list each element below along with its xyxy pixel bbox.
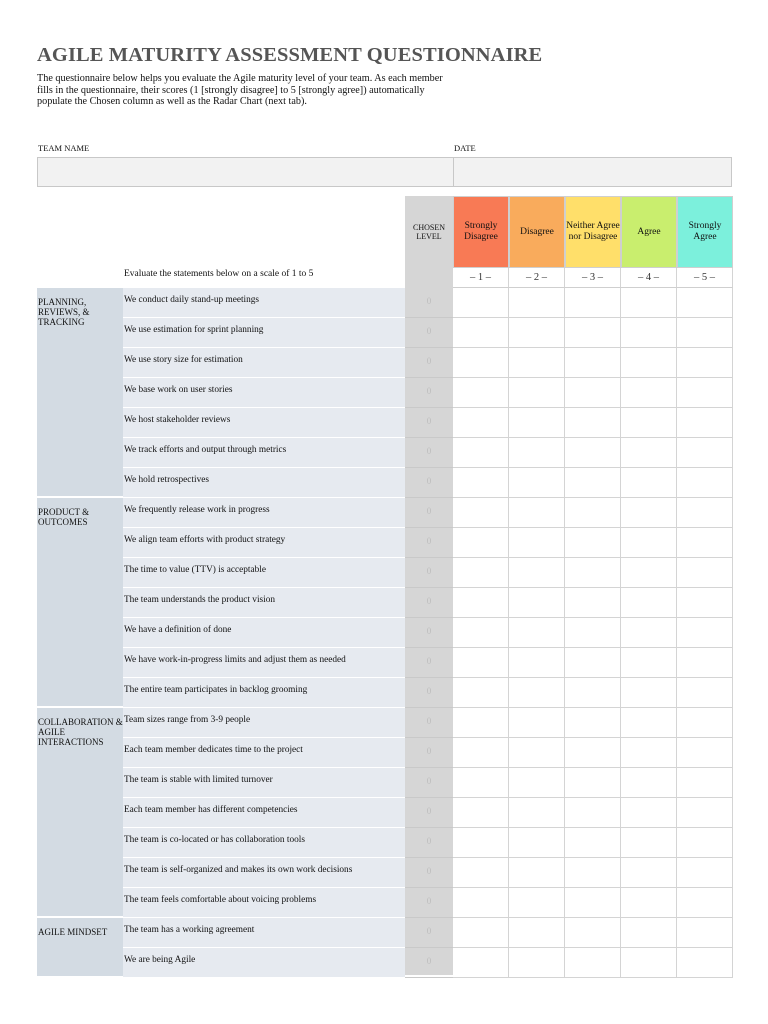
option-header-4: Agree	[621, 196, 677, 268]
scale-number-4: – 4 –	[621, 268, 677, 288]
table-row	[123, 948, 732, 978]
table-row	[123, 678, 732, 708]
option-cell-2[interactable]	[509, 858, 565, 888]
option-cell-1[interactable]	[453, 468, 509, 498]
table-row	[123, 528, 732, 558]
category-label: AGILE MINDSET	[37, 918, 123, 978]
option-cell-5[interactable]	[677, 678, 733, 708]
option-cell-2[interactable]	[509, 618, 565, 648]
option-cell-5[interactable]	[677, 408, 733, 438]
option-cell-3[interactable]	[565, 288, 621, 318]
option-cell-4[interactable]	[621, 798, 677, 828]
option-cell-4[interactable]	[621, 378, 677, 408]
chosen-value: 0	[405, 618, 453, 648]
statement-text: We conduct daily stand-up meetings	[123, 288, 405, 318]
option-cell-2[interactable]	[509, 588, 565, 618]
option-cell-2[interactable]	[509, 408, 565, 438]
option-cell-3[interactable]	[565, 498, 621, 528]
statement-text: We are being Agile	[123, 948, 405, 978]
chosen-value: 0	[405, 648, 453, 678]
option-cell-2[interactable]	[509, 528, 565, 558]
option-cell-2[interactable]	[509, 798, 565, 828]
option-cell-4[interactable]	[621, 678, 677, 708]
option-cell-2[interactable]	[509, 948, 565, 978]
option-cell-5[interactable]	[677, 858, 733, 888]
option-cell-5[interactable]	[677, 468, 733, 498]
date-label: DATE	[454, 143, 476, 153]
statement-text: The entire team participates in backlog grooming	[123, 678, 405, 708]
option-cell-1[interactable]	[453, 888, 509, 918]
option-cell-4[interactable]	[621, 858, 677, 888]
option-cell-1[interactable]	[453, 558, 509, 588]
statement-text: We align team efforts with product strategy	[123, 528, 405, 558]
option-cell-2[interactable]	[509, 348, 565, 378]
statement-text: We have a definition of done	[123, 618, 405, 648]
option-cell-5[interactable]	[677, 768, 733, 798]
category-label: PLANNING, REVIEWS, & TRACKING	[37, 288, 123, 498]
chosen-value: 0	[405, 318, 453, 348]
option-cell-1[interactable]	[453, 318, 509, 348]
chosen-value: 0	[405, 768, 453, 798]
statement-text: We use story size for estimation	[123, 348, 405, 378]
option-cell-1[interactable]	[453, 648, 509, 678]
option-cell-2[interactable]	[509, 768, 565, 798]
option-cell-1[interactable]	[453, 498, 509, 528]
option-cell-4[interactable]	[621, 648, 677, 678]
option-cell-2[interactable]	[509, 498, 565, 528]
statement-text: The team is co-located or has collaboration tools	[123, 828, 405, 858]
option-cell-1[interactable]	[453, 708, 509, 738]
option-cell-2[interactable]	[509, 318, 565, 348]
option-cell-4[interactable]	[621, 288, 677, 318]
team-name-label: TEAM NAME	[38, 143, 90, 153]
table-row	[123, 648, 732, 678]
table-row	[123, 738, 732, 768]
date-field[interactable]	[453, 157, 732, 187]
table-row	[123, 618, 732, 648]
table-row	[123, 468, 732, 498]
option-cell-2[interactable]	[509, 918, 565, 948]
scale-number-2: – 2 –	[509, 268, 565, 288]
statement-text: The team is stable with limited turnover	[123, 768, 405, 798]
category-label: COLLABORATION & AGILE INTERACTIONS	[37, 708, 123, 918]
table-row	[123, 828, 732, 858]
option-cell-3[interactable]	[565, 588, 621, 618]
option-cell-2[interactable]	[509, 468, 565, 498]
statement-text: The team understands the product vision	[123, 588, 405, 618]
option-cell-5[interactable]	[677, 528, 733, 558]
option-cell-1[interactable]	[453, 858, 509, 888]
statement-text: The team has a working agreement	[123, 918, 405, 948]
option-cell-4[interactable]	[621, 408, 677, 438]
option-cell-2[interactable]	[509, 378, 565, 408]
option-cell-4[interactable]	[621, 498, 677, 528]
option-cell-4[interactable]	[621, 918, 677, 948]
option-cell-1[interactable]	[453, 588, 509, 618]
option-cell-3[interactable]	[565, 858, 621, 888]
option-cell-1[interactable]	[453, 828, 509, 858]
option-cell-5[interactable]	[677, 348, 733, 378]
option-header-2: Disagree	[509, 196, 565, 268]
option-cell-3[interactable]	[565, 678, 621, 708]
option-cell-5[interactable]	[677, 738, 733, 768]
intro-text: The questionnaire below helps you evaluate the Agile maturity level of your team. As each member fills in the questionnaire, their scores (1 [strongly disagree] to 5 [strongly agree]) automatically populate the Chosen column as well as the Radar Chart (next tab).	[37, 73, 443, 108]
option-cell-3[interactable]	[565, 738, 621, 768]
statement-text: The time to value (TTV) is acceptable	[123, 558, 405, 588]
option-cell-4[interactable]	[621, 588, 677, 618]
option-cell-5[interactable]	[677, 708, 733, 738]
option-cell-2[interactable]	[509, 738, 565, 768]
option-cell-2[interactable]	[509, 288, 565, 318]
table-row	[123, 798, 732, 828]
option-cell-5[interactable]	[677, 828, 733, 858]
option-cell-3[interactable]	[565, 468, 621, 498]
table-row	[123, 918, 732, 948]
option-cell-4[interactable]	[621, 318, 677, 348]
chosen-value: 0	[405, 348, 453, 378]
option-cell-2[interactable]	[509, 708, 565, 738]
option-cell-1[interactable]	[453, 288, 509, 318]
option-cell-5[interactable]	[677, 498, 733, 528]
table-row	[123, 768, 732, 798]
category-label: PRODUCT & OUTCOMES	[37, 498, 123, 708]
option-cell-2[interactable]	[509, 828, 565, 858]
chosen-value: 0	[405, 498, 453, 528]
option-cell-4[interactable]	[621, 348, 677, 378]
statement-text: We base work on user stories	[123, 378, 405, 408]
chosen-value: 0	[405, 918, 453, 948]
option-cell-4[interactable]	[621, 888, 677, 918]
option-cell-4[interactable]	[621, 558, 677, 588]
chosen-value: 0	[405, 948, 453, 978]
option-cell-1[interactable]	[453, 408, 509, 438]
option-cell-4[interactable]	[621, 528, 677, 558]
statement-text: The team feels comfortable about voicing problems	[123, 888, 405, 918]
option-cell-1[interactable]	[453, 738, 509, 768]
table-row	[123, 588, 732, 618]
option-cell-4[interactable]	[621, 468, 677, 498]
table-row	[123, 558, 732, 588]
table-row	[123, 408, 732, 438]
option-header-3: Neither Agree nor Disagree	[565, 196, 621, 268]
option-header-1: Strongly Disagree	[453, 196, 509, 268]
chosen-value: 0	[405, 858, 453, 888]
option-cell-3[interactable]	[565, 648, 621, 678]
option-cell-3[interactable]	[565, 948, 621, 978]
table-row	[123, 348, 732, 378]
option-cell-5[interactable]	[677, 318, 733, 348]
option-cell-1[interactable]	[453, 768, 509, 798]
option-cell-2[interactable]	[509, 558, 565, 588]
chosen-value: 0	[405, 378, 453, 408]
table-row	[123, 378, 732, 408]
table-row	[123, 288, 732, 318]
option-cell-1[interactable]	[453, 918, 509, 948]
table-row	[123, 858, 732, 888]
option-cell-5[interactable]	[677, 948, 733, 978]
chosen-value: 0	[405, 888, 453, 918]
option-cell-1[interactable]	[453, 678, 509, 708]
team-name-field[interactable]	[37, 157, 454, 187]
statement-text: Each team member dedicates time to the project	[123, 738, 405, 768]
option-cell-5[interactable]	[677, 288, 733, 318]
option-cell-3[interactable]	[565, 828, 621, 858]
option-cell-5[interactable]	[677, 618, 733, 648]
option-cell-3[interactable]	[565, 798, 621, 828]
option-cell-5[interactable]	[677, 558, 733, 588]
chosen-value: 0	[405, 708, 453, 738]
table-row	[123, 438, 732, 468]
option-cell-3[interactable]	[565, 378, 621, 408]
option-cell-2[interactable]	[509, 678, 565, 708]
chosen-value: 0	[405, 288, 453, 318]
option-cell-3[interactable]	[565, 348, 621, 378]
option-cell-5[interactable]	[677, 378, 733, 408]
statement-text: We track efforts and output through metrics	[123, 438, 405, 468]
option-cell-4[interactable]	[621, 828, 677, 858]
option-cell-3[interactable]	[565, 408, 621, 438]
scale-number-1: – 1 –	[453, 268, 509, 288]
chosen-level-header: CHOSEN LEVEL	[412, 223, 445, 241]
table-row	[123, 318, 732, 348]
table-row	[123, 498, 732, 528]
option-cell-4[interactable]	[621, 948, 677, 978]
option-cell-1[interactable]	[453, 378, 509, 408]
option-cell-5[interactable]	[677, 798, 733, 828]
chosen-value: 0	[405, 408, 453, 438]
option-cell-3[interactable]	[565, 918, 621, 948]
option-cell-5[interactable]	[677, 918, 733, 948]
option-cell-3[interactable]	[565, 708, 621, 738]
option-cell-1[interactable]	[453, 438, 509, 468]
chosen-value: 0	[405, 798, 453, 828]
option-cell-5[interactable]	[677, 588, 733, 618]
scale-number-3: – 3 –	[565, 268, 621, 288]
statement-text: We have work-in-progress limits and adjust them as needed	[123, 648, 405, 678]
table-row	[123, 708, 732, 738]
table-row	[123, 888, 732, 918]
option-cell-3[interactable]	[565, 888, 621, 918]
chosen-value: 0	[405, 558, 453, 588]
option-cell-1[interactable]	[453, 528, 509, 558]
option-cell-3[interactable]	[565, 618, 621, 648]
chosen-value: 0	[405, 738, 453, 768]
page-title: AGILE MATURITY ASSESSMENT QUESTIONNAIRE	[37, 44, 543, 66]
statement-text: The team is self-organized and makes its own work decisions	[123, 858, 405, 888]
chosen-value: 0	[405, 828, 453, 858]
statement-text: We hold retrospectives	[123, 468, 405, 498]
statement-text: Team sizes range from 3-9 people	[123, 708, 405, 738]
option-cell-5[interactable]	[677, 648, 733, 678]
chosen-value: 0	[405, 678, 453, 708]
option-cell-1[interactable]	[453, 348, 509, 378]
option-cell-3[interactable]	[565, 558, 621, 588]
statement-text: We frequently release work in progress	[123, 498, 405, 528]
statement-text: We host stakeholder reviews	[123, 408, 405, 438]
chosen-value: 0	[405, 588, 453, 618]
option-cell-2[interactable]	[509, 888, 565, 918]
option-cell-5[interactable]	[677, 438, 733, 468]
option-cell-3[interactable]	[565, 528, 621, 558]
option-cell-4[interactable]	[621, 708, 677, 738]
statement-text: Each team member has different competencies	[123, 798, 405, 828]
option-cell-3[interactable]	[565, 318, 621, 348]
scale-instruction: Evaluate the statements below on a scale of 1 to 5	[124, 269, 314, 279]
option-cell-1[interactable]	[453, 798, 509, 828]
option-cell-1[interactable]	[453, 948, 509, 978]
option-cell-5[interactable]	[677, 888, 733, 918]
chosen-value: 0	[405, 528, 453, 558]
option-cell-3[interactable]	[565, 768, 621, 798]
option-cell-3[interactable]	[565, 438, 621, 468]
option-cell-4[interactable]	[621, 768, 677, 798]
statement-text: We use estimation for sprint planning	[123, 318, 405, 348]
scale-number-5: – 5 –	[677, 268, 733, 288]
option-cell-2[interactable]	[509, 438, 565, 468]
option-cell-1[interactable]	[453, 618, 509, 648]
option-header-5: Strongly Agree	[677, 196, 733, 268]
chosen-value: 0	[405, 438, 453, 468]
option-cell-2[interactable]	[509, 648, 565, 678]
option-cell-4[interactable]	[621, 618, 677, 648]
option-cell-4[interactable]	[621, 738, 677, 768]
chosen-value: 0	[405, 468, 453, 498]
option-cell-4[interactable]	[621, 438, 677, 468]
